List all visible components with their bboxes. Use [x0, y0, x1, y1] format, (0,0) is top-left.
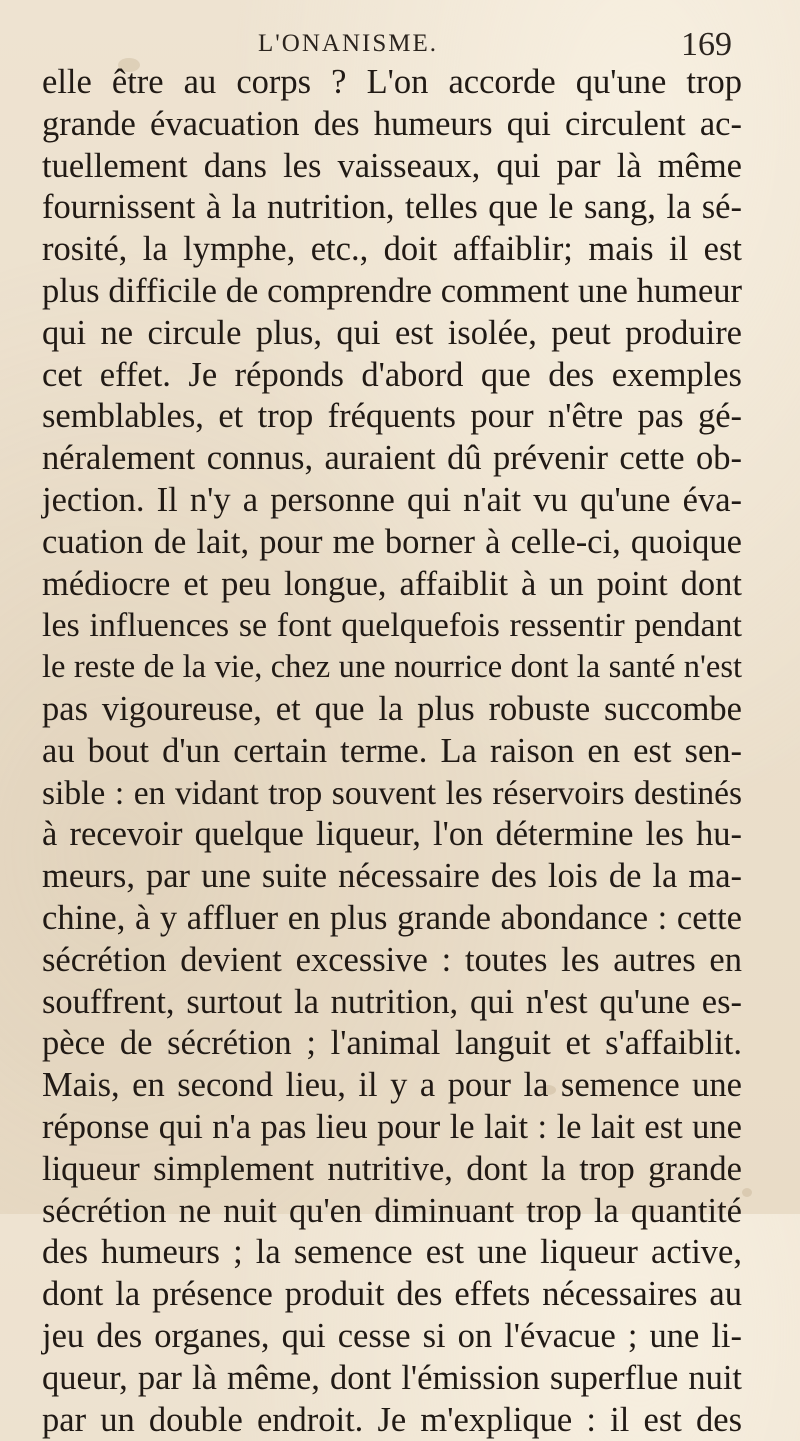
text-line: sécrétion ne nuit qu'en diminuant trop la quantité: [42, 1191, 742, 1233]
text-line: des humeurs ; la semence est une liqueur active,: [42, 1232, 742, 1274]
text-line: souffrent, surtout la nutrition, qui n'est qu'une es-: [42, 982, 742, 1024]
text-line: sécrétion devient excessive : toutes les autres en: [42, 940, 742, 982]
body-text: [42, 62, 742, 1441]
running-title: L'ONANISME.: [258, 30, 438, 58]
text-line: les influences se font quelquefois ressentir pendant: [42, 605, 742, 647]
text-line: qui ne circule plus, qui est isolée, peut produire: [42, 313, 742, 355]
text-line: grande évacuation des humeurs qui circulent ac-: [42, 104, 742, 146]
text-line: cet effet. Je réponds d'abord que des exemples: [42, 355, 742, 397]
text-line: le reste de la vie, chez une nourrice dont la santé n'est: [42, 647, 742, 689]
text-line: semblables, et trop fréquents pour n'être pas gé-: [42, 396, 742, 438]
text-line: chine, à y affluer en plus grande abondance : cette: [42, 898, 742, 940]
text-line: meurs, par une suite nécessaire des lois de la ma-: [42, 856, 742, 898]
text-line: néralement connus, auraient dû prévenir cette ob-: [42, 438, 742, 480]
text-line: à recevoir quelque liqueur, l'on détermine les hu-: [42, 814, 742, 856]
text-line: liqueur simplement nutritive, dont la trop grande: [42, 1149, 742, 1191]
paper-stain: [742, 1188, 752, 1197]
text-line: plus difficile de comprendre comment une humeur: [42, 271, 742, 313]
text-line: elle être au corps ? L'on accorde qu'une trop: [42, 62, 742, 104]
text-line: par un double endroit. Je m'explique : il est des: [42, 1400, 742, 1441]
text-line: pas vigoureuse, et que la plus robuste succombe: [42, 689, 742, 731]
running-head: [0, 22, 800, 62]
text-line: tuellement dans les vaisseaux, qui par là même: [42, 146, 742, 188]
page-number: 169: [681, 26, 732, 64]
text-line: Mais, en second lieu, il y a pour la semence une: [42, 1065, 742, 1107]
text-line: médiocre et peu longue, affaiblit à un point dont: [42, 564, 742, 606]
text-line: jeu des organes, qui cesse si on l'évacue ; une li-: [42, 1316, 742, 1358]
text-line: queur, par là même, dont l'émission superflue nuit: [42, 1358, 742, 1400]
text-line: dont la présence produit des effets nécessaires au: [42, 1274, 742, 1316]
text-line: réponse qui n'a pas lieu pour le lait : le lait est une: [42, 1107, 742, 1149]
text-line: au bout d'un certain terme. La raison en est sen-: [42, 731, 742, 773]
text-line: sible : en vidant trop souvent les réservoirs destinés: [42, 773, 742, 815]
text-line: rosité, la lymphe, etc., doit affaiblir; mais il est: [42, 229, 742, 271]
text-line: jection. Il n'y a personne qui n'ait vu qu'une éva-: [42, 480, 742, 522]
text-line: pèce de sécrétion ; l'animal languit et s'affaiblit.: [42, 1023, 742, 1065]
text-line: cuation de lait, pour me borner à celle-ci, quoique: [42, 522, 742, 564]
text-line: fournissent à la nutrition, telles que le sang, la sé-: [42, 187, 742, 229]
